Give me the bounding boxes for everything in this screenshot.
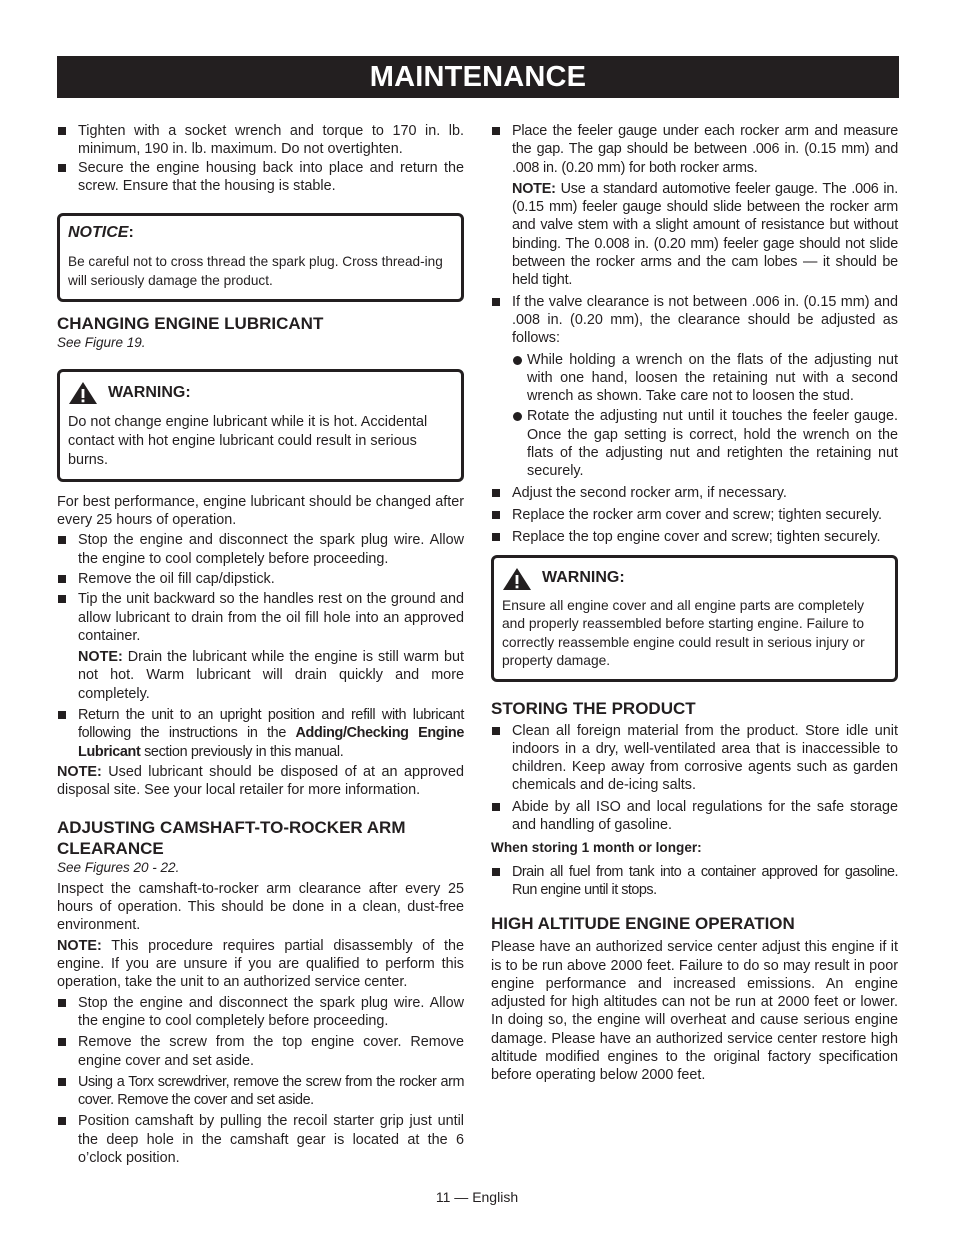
warning-box <box>491 555 898 682</box>
list-item: If the valve clearance is not between .006 in. (0.15 mm) and .008 in. (0.20 mm), the clearance should be adjusted as follows: <box>491 293 898 348</box>
left-column <box>57 122 464 1167</box>
list-item: Replace the rocker arm cover and screw; tighten securely. <box>491 506 898 524</box>
list-item: Drain all fuel from tank into a container approved for gasoline. Run engine until it stops. <box>491 863 898 900</box>
list-item: Rotate the adjusting nut until it touches the feeler gauge. Once the gap setting is correct, hold the wrench on the flats of the adjusting nut and retighten the retaining nut securely. <box>491 407 898 480</box>
list-item: Using a Torx screwdriver, remove the screw from the rocker arm cover. Remove the cover and set aside. <box>57 1073 464 1110</box>
list-item: Tip the unit backward so the handles rest on the ground and allow lubricant to drain from the oil fill hole into an approved container. <box>57 590 464 645</box>
section-heading: STORING THE PRODUCT <box>491 698 696 718</box>
list-item: Remove the screw from the top engine cover. Remove engine cover and set aside. <box>57 1033 464 1070</box>
list-item: Place the feeler gauge under each rocker arm and measure the gap. The gap should be between .006 in. (0.15 mm) and .008 in. (0.20 mm) for both rocker arms. <box>491 122 898 177</box>
note <box>491 180 898 290</box>
list-item: Stop the engine and disconnect the spark plug wire. Allow the engine to cool completely before proceeding. <box>57 994 464 1031</box>
note-label: NOTE: <box>512 180 556 197</box>
list-item: While holding a wrench on the flats of the adjusting nut with one hand, loosen the retaining nut with a second wrench as shown. Take care not to loosen the stud. <box>491 351 898 406</box>
subheading: When storing 1 month or longer: <box>491 840 702 856</box>
notice-text: Be careful not to cross thread the spark plug. Cross thread-ing will seriously damage the product. <box>68 254 443 289</box>
paragraph: Inspect the camshaft-to-rocker arm clearance after every 25 hours of operation. This should be done in a clean, dust-free environment. <box>57 880 464 934</box>
warning-icon <box>502 567 532 591</box>
list-item: Replace the top engine cover and screw; tighten securely. <box>491 528 898 546</box>
note-label: NOTE: <box>57 937 102 954</box>
list-item: Clean all foreign material from the product. Store idle unit indoors in a dry, well-ventilated area that is inaccessible to children. Keep away from corrosive agents such as garden chemicals and de-icing salts. <box>491 722 898 795</box>
list-text: section previously in this manual. <box>140 743 344 760</box>
figure-reference: See Figures 20 - 22. <box>57 859 180 875</box>
warning-text: Ensure all engine cover and all engine parts are completely and properly reassembled before starting engine. Failure to correctly reassemble engine could result in serious injury or property damage. <box>502 597 865 669</box>
list-item: Abide by all ISO and local regulations for the safe storage and handling of gasoline. <box>491 798 898 835</box>
section-heading: ADJUSTING CAMSHAFT-TO-ROCKER ARM CLEARANCE <box>57 817 406 858</box>
section-reference: Adding/Checking Engine Lubricant <box>78 725 464 760</box>
note <box>57 763 464 800</box>
figure-reference: See Figure 19. <box>57 335 146 351</box>
paragraph: Please have an authorized service center adjust this engine if it is to be run above 2000 feet. Failure to do so may result in poor engine performance and increased emissions. An engine adjusted for high altitudes can not be run at 2000 feet or lower. In doing so, the engine will overheat and cause serious engine damage. Please have an authorized service center restore high altitude modified engines to the original factory specification before operating below 2000 feet. <box>491 939 898 1084</box>
list-item: Stop the engine and disconnect the spark plug wire. Allow the engine to cool completely before proceeding. <box>57 531 464 568</box>
note <box>57 937 464 992</box>
warning-title: WARNING: <box>108 383 191 401</box>
list-item: Adjust the second rocker arm, if necessary. <box>491 484 898 502</box>
notice-heading <box>68 224 453 242</box>
warning-heading <box>68 381 453 405</box>
warning-box <box>57 369 464 482</box>
note-label: NOTE: <box>78 649 123 666</box>
warning-text: Do not change engine lubricant while it is hot. Accidental contact with hot engine lubricant could result in serious burns. <box>68 413 428 468</box>
list-item: Tighten with a socket wrench and torque to 170 in. lb. minimum, 190 in. lb. maximum. Do not overtighten. <box>57 122 464 159</box>
note-label: NOTE: <box>57 763 102 780</box>
section-heading: HIGH ALTITUDE ENGINE OPERATION <box>491 914 795 934</box>
warning-title: WARNING: <box>542 569 625 587</box>
note-text: Used lubricant should be disposed of at an approved disposal site. See your local retailer for more information. <box>57 763 464 799</box>
right-column <box>491 122 898 1085</box>
list-text: Return the unit to an upright position and refill with lubricant following the instructions in the <box>78 707 464 742</box>
page-footer: 11 — English <box>435 1189 519 1205</box>
paragraph: For best performance, engine lubricant should be changed after every 25 hours of operation. <box>57 493 464 529</box>
notice-title: NOTICE <box>68 224 129 242</box>
list-item <box>57 706 464 761</box>
warning-icon <box>68 381 98 405</box>
note-text: Drain the lubricant while the engine is still warm but not hot. Warm lubricant will drain quickly and more completely. <box>78 649 464 702</box>
list-item: Remove the oil fill cap/dipstick. <box>57 570 464 588</box>
note <box>57 648 464 703</box>
note-text: Use a standard automotive feeler gauge. The .006 in. (0.15 mm) feeler gauge should slide between the rocker arm and valve stem with a slight amount of resistance but without binding. The 0.008 in. (0.20 mm) feeler gage should not slide between the rocker arms and the cam lobes — it should be held tight. <box>512 180 898 289</box>
list-item: Position camshaft by pulling the recoil starter grip just until the deep hole in the camshaft gear is located at the 6 o’clock position. <box>57 1112 464 1167</box>
notice-colon: : <box>128 224 134 242</box>
notice-box <box>57 213 464 302</box>
section-heading: CHANGING ENGINE LUBRICANT <box>57 314 324 334</box>
note-text: This procedure requires partial disassembly of the engine. If you are unsure if you are qualified to perform this operation, take the unit to an authorized service center. <box>57 937 464 991</box>
warning-heading <box>502 567 887 591</box>
list-item: Secure the engine housing back into place and return the screw. Ensure that the housing is stable. <box>57 159 464 196</box>
page-title: MAINTENANCE <box>57 56 899 98</box>
